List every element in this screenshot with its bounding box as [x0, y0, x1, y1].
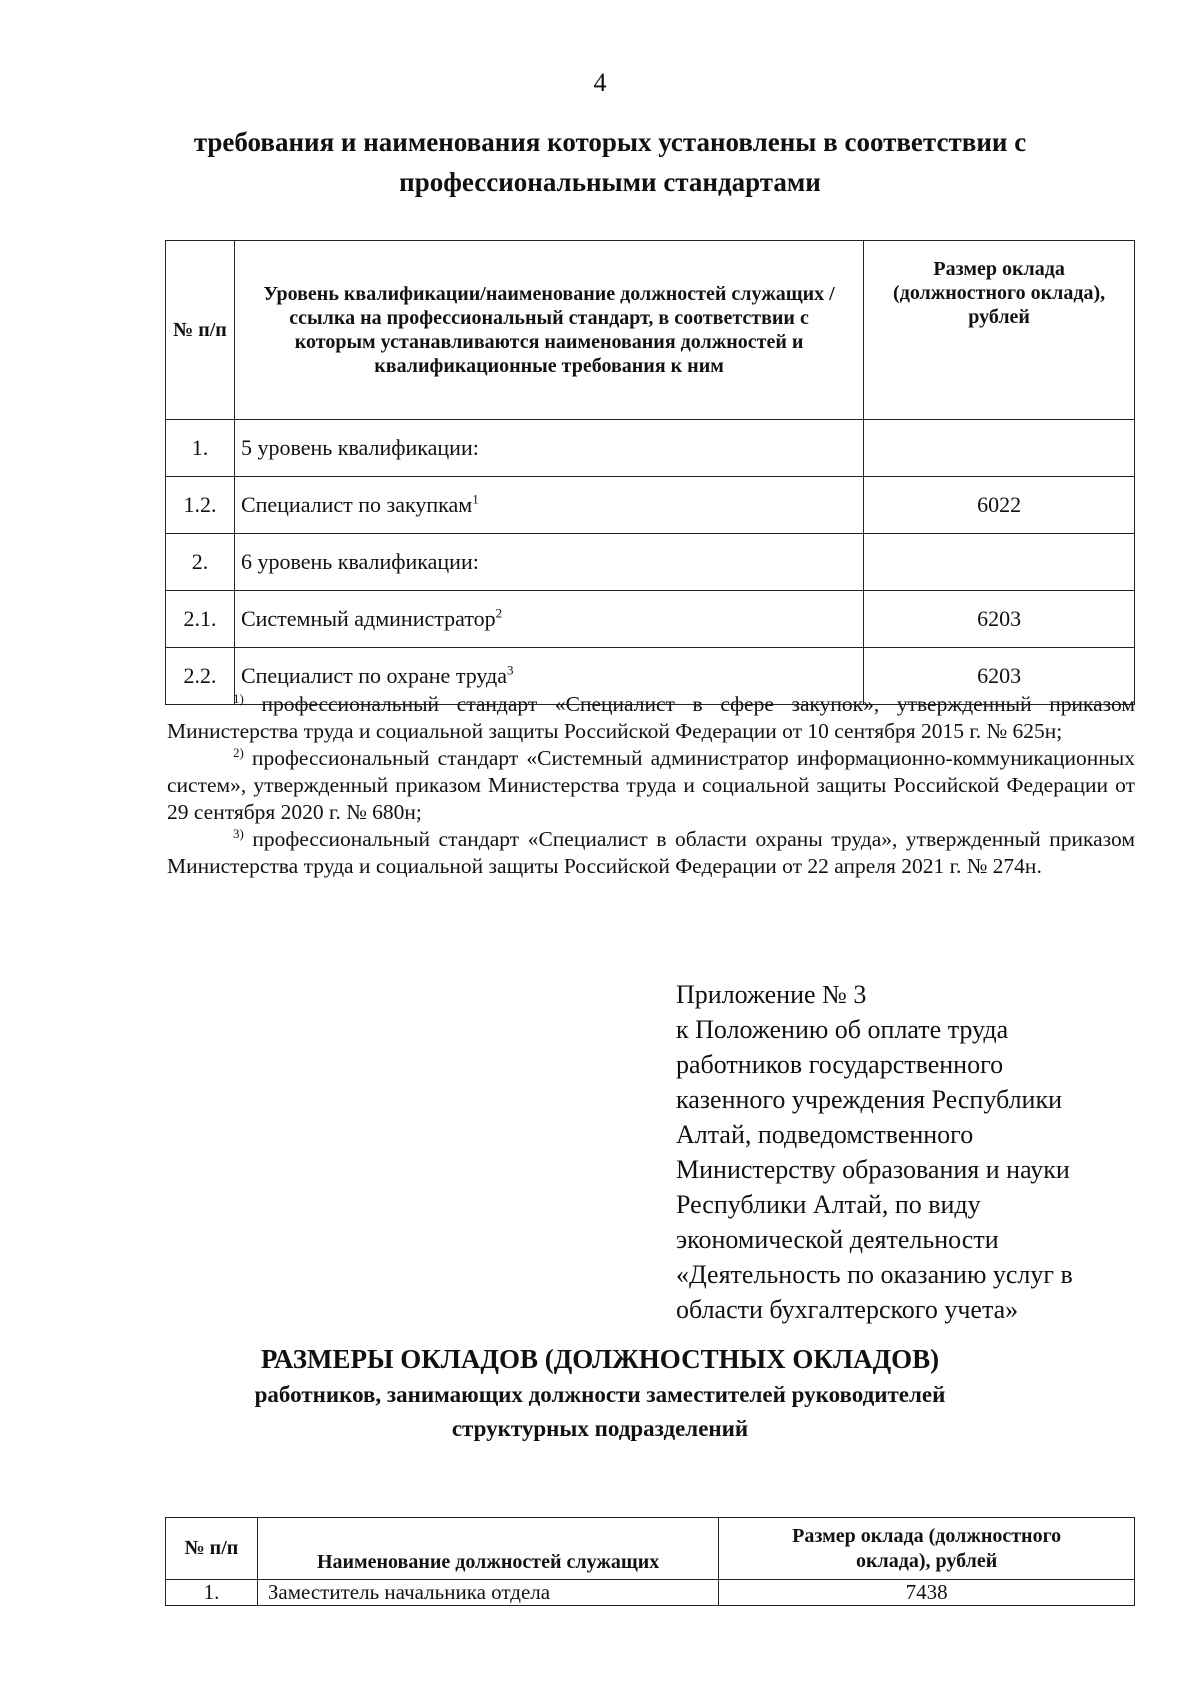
footnotes: [167, 691, 1135, 880]
appendix-note: [676, 977, 1146, 1327]
table-row: [166, 477, 1135, 534]
row-position: 5 уровень квалификации:: [234, 420, 863, 477]
row-position: Системный администратор$^2$: [234, 591, 863, 648]
row-position: Заместитель начальника отдела: [257, 1580, 718, 1606]
appendix-line: Республики Алтай, по виду: [676, 1190, 981, 1219]
appendix-line: к Положению об оплате труда: [676, 1015, 1009, 1044]
section-heading: требования и наименования которых установлены в соответствии с профессиональными стандартами: [193, 127, 1027, 197]
qualification-salary-table: [165, 240, 1135, 705]
table-header-row: [166, 241, 1135, 420]
appendix-line: области бухгалтерского учета»: [676, 1295, 1019, 1324]
row-salary: 6203: [864, 648, 1135, 705]
row-position: Специалист по закупкам$^1$: [234, 477, 863, 534]
footnote-ref: 1: [472, 491, 479, 507]
header-position: Наименование должностей служащих: [257, 1518, 718, 1580]
row-num: 1.: [166, 420, 235, 477]
page-number: 4: [593, 68, 607, 97]
footnote-3: $^{3)}$ профессиональный стандарт «Специалист в области охраны труда», утвержденный приказом Министерства труда и социальной защиты Российской Федерации от 22 апреля 2021 г. № 274н.: [167, 825, 1135, 878]
header-salary: Размер оклада (должностного оклада), рублей: [719, 1518, 1135, 1580]
row-salary: [864, 534, 1135, 591]
deputy-salary-table: [165, 1517, 1135, 1606]
row-position: 6 уровень квалификации:: [234, 534, 863, 591]
table-row: [166, 591, 1135, 648]
header-num: № п/п: [166, 1518, 258, 1580]
main-heading: [150, 1340, 1050, 1446]
row-num: 1.2.: [166, 477, 235, 534]
row-salary: 7438: [719, 1580, 1135, 1606]
table-row: [166, 420, 1135, 477]
table-row: [166, 534, 1135, 591]
footnote-ref: 2: [495, 605, 503, 621]
row-num: 2.2.: [166, 648, 235, 705]
row-salary: [864, 420, 1135, 477]
appendix-line: Алтай, подведомственного: [676, 1120, 974, 1149]
header-num: № п/п: [166, 241, 235, 420]
header-position: Уровень квалификации/наименование должностей служащих / ссылка на профессиональный стандарт, в соответствии с которым устанавливаются наименования должностей и квалификационные требования к ним: [234, 241, 863, 420]
footnote-ref: 3: [506, 662, 514, 678]
row-salary: 6203: [864, 591, 1135, 648]
table-row: [166, 1580, 1135, 1606]
row-num: 1.: [166, 1580, 258, 1606]
main-subtitle-1: работников, занимающих должности заместителей руководителей: [254, 1382, 946, 1407]
appendix-line: «Деятельность по оказанию услуг в: [676, 1260, 1073, 1289]
appendix-line: работников государственного: [676, 1050, 1004, 1079]
row-num: 2.: [166, 534, 235, 591]
main-subtitle-2: структурных подразделений: [451, 1416, 749, 1441]
table-header-row: [166, 1518, 1135, 1580]
footnote-1: $^{1)}$ профессиональный стандарт «Специалист в сфере закупок», утвержденный приказом Министерства труда и социальной защиты Российской Федерации от 10 сентября 2015 г. № 625н;: [167, 690, 1135, 743]
header-salary: Размер оклада (должностного оклада), рублей: [864, 241, 1135, 420]
appendix-line: экономической деятельности: [676, 1225, 999, 1254]
footnote-2: $^{2)}$ профессиональный стандарт «Системный администратор информационно-коммуникационных систем», утвержденный приказом Министерства труда и социальной защиты Российской Федерации от 29 сентября 2020 г. № 680н;: [167, 744, 1135, 824]
appendix-line: Приложение № 3: [676, 980, 867, 1009]
main-title: РАЗМЕРЫ ОКЛАДОВ (ДОЛЖНОСТНЫХ ОКЛАДОВ): [260, 1344, 940, 1374]
row-position: Специалист по охране труда$^3$: [234, 648, 863, 705]
appendix-line: казенного учреждения Республики: [676, 1085, 1063, 1114]
row-num: 2.1.: [166, 591, 235, 648]
appendix-line: Министерству образования и науки: [676, 1155, 1070, 1184]
row-salary: 6022: [864, 477, 1135, 534]
